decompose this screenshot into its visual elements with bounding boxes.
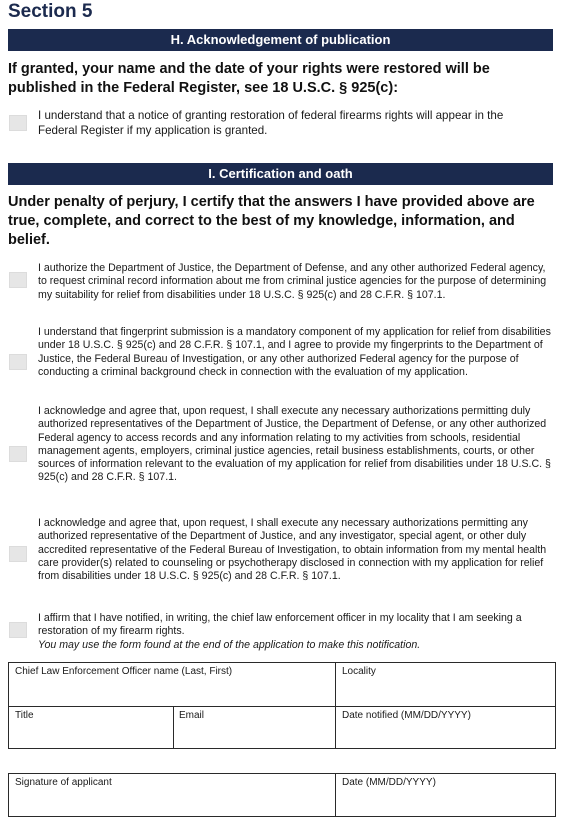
locality-label: Locality — [342, 666, 376, 677]
section-h-header: H. Acknowledgement of publication — [8, 29, 553, 51]
title-label: Title — [15, 710, 34, 721]
section-title: Section 5 — [8, 1, 93, 22]
records-access-checkbox[interactable] — [9, 446, 27, 462]
cleo-name-label: Chief Law Enforcement Officer name (Last, First) — [15, 666, 233, 677]
authorize-records-checkbox[interactable] — [9, 272, 27, 288]
signature-date-label: Date (MM/DD/YYYY) — [342, 777, 436, 788]
signature-field[interactable] — [8, 773, 336, 817]
authorize-records-text: I authorize the Department of Justice, the Department of Defense, and any other authorized Federal agency, to request criminal record information about me from criminal justice agencies for the purpose of determining my suitability for relief from disabilities under 18 U.S.C. § 925(c) and 28 C.F.R. § 107.1. — [38, 262, 547, 301]
email-label: Email — [179, 710, 205, 721]
cleo-notified-note: You may use the form found at the end of the application to make this notification. — [38, 638, 421, 651]
cleo-notified-item — [38, 612, 552, 652]
fingerprint-consent-checkbox[interactable] — [9, 354, 27, 370]
email-field[interactable] — [173, 706, 336, 749]
publication-ack-checkbox[interactable] — [9, 115, 27, 131]
cleo-notified-checkbox[interactable] — [9, 622, 27, 638]
signature-label: Signature of applicant — [15, 777, 112, 788]
publication-statement: If granted, your name and the date of your rights were restored will be published in the Federal Register, see 18 U.S.C. § 925(c): — [8, 61, 490, 96]
locality-field[interactable] — [335, 662, 556, 707]
mental-health-consent-text: I acknowledge and agree that, upon request, I shall execute any necessary authorizations permitting any authorized representative of the Department of Justice, and any investigator, special agent, or other duly accredited representative of the Federal Bureau of Investigation, to obtain information from my mental health care provider(s) related to counseling or psychotherapy disclosed in connection with my application for relief from disabilities under 18 U.S.C. § 925(c) and 28 C.F.R. § 107.1. — [38, 517, 547, 583]
fingerprint-consent-text: I understand that fingerprint submission is a mandatory component of my application for relief from disabilities under 18 U.S.C. § 925(c) and 28 C.F.R. § 107.1, and I agree to provide my fingerprints to the Department of Justice, the Federal Bureau of Investigation, or any other authorized Federal agency for the purpose of conducting a criminal background check in connection with the evaluation of my application. — [38, 326, 551, 378]
date-notified-label: Date notified (MM/DD/YYYY) — [342, 710, 471, 721]
cleo-notified-text: I affirm that I have notified, in writing, the chief law enforcement officer in my locality that I am seeking a restoration of my firearm rights. — [38, 612, 522, 638]
publication-ack-text: I understand that a notice of granting restoration of federal firearms rights will appear in the Federal Register if my application is granted. — [38, 109, 504, 137]
title-field[interactable] — [8, 706, 174, 749]
oath-statement: Under penalty of perjury, I certify that the answers I have provided above are true, complete, and correct to the best of my knowledge, information, and belief. — [8, 194, 535, 248]
mental-health-consent-checkbox[interactable] — [9, 546, 27, 562]
cleo-name-field[interactable] — [8, 662, 336, 707]
records-access-text: I acknowledge and agree that, upon request, I shall execute any necessary authorizations permitting duly authorized representatives of the Department of Justice, the Department of Defense, or any other authorized Federal agency to access records and any information relating to my activities from schools, residential management agents, employers, criminal justice agencies, retail business establishments, courts, or other sources of information relevant to the evaluation of my application for relief from disabilities under 18 U.S.C. § 925(c) and 28 C.F.R. § 107.1. — [38, 405, 551, 484]
signature-date-field[interactable] — [335, 773, 556, 817]
section-i-header: I. Certification and oath — [8, 163, 553, 185]
date-notified-field[interactable] — [335, 706, 556, 749]
